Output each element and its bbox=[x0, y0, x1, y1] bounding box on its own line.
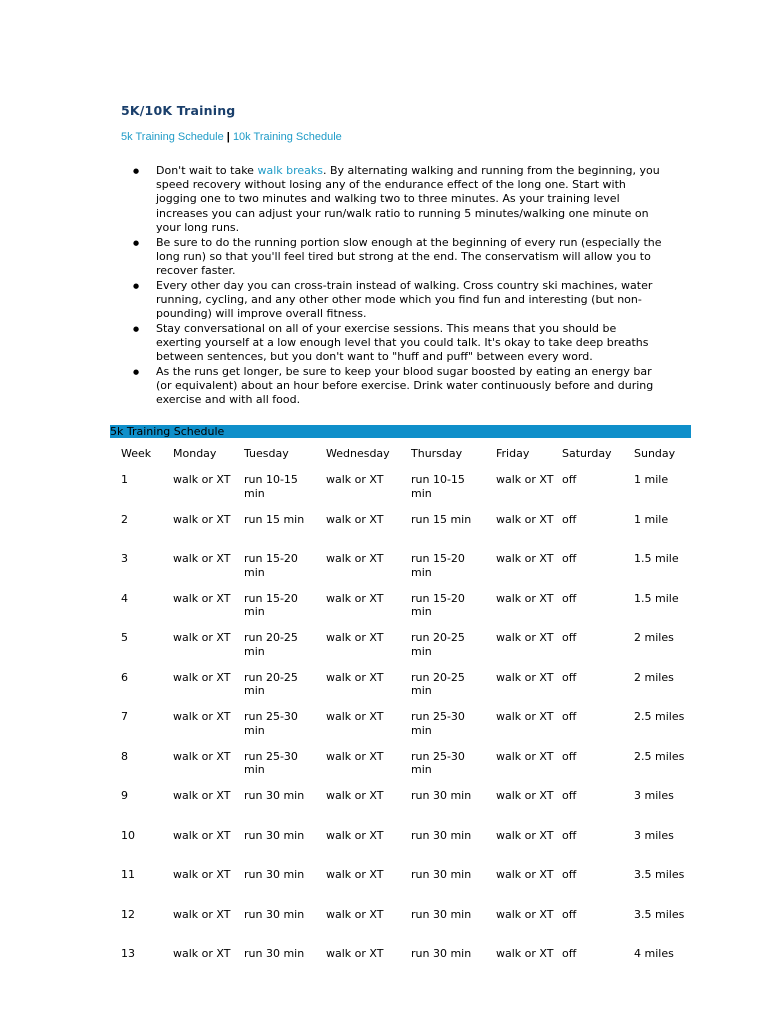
cell-tuesday: run 25-30 min bbox=[244, 749, 298, 777]
cell-saturday: off bbox=[562, 749, 577, 763]
table-row bbox=[113, 588, 688, 628]
cell-wednesday: walk or XT bbox=[326, 631, 384, 644]
tip-1-pre-text: Don't wait to take bbox=[156, 164, 258, 177]
cell-week: 5 bbox=[121, 631, 128, 644]
tip-5-text: As the runs get longer, be sure to keep your blood sugar boosted by eating an energy bar (or equivalent) about an hour before exercise. Drink water continuously before and during exercise and with all food. bbox=[156, 364, 654, 407]
cell-week: 7 bbox=[121, 710, 128, 723]
cell-monday: walk or XT bbox=[173, 947, 231, 960]
cell-friday: walk or XT bbox=[496, 868, 554, 881]
cell-week: 4 bbox=[121, 591, 128, 605]
schedule-links bbox=[121, 131, 342, 143]
column-header-tuesday: Tuesday bbox=[244, 447, 289, 460]
cell-wednesday: walk or XT bbox=[326, 828, 384, 842]
cell-thursday: run 30 min bbox=[411, 907, 472, 921]
cell-week: 11 bbox=[121, 868, 135, 881]
tip-walk-breaks bbox=[156, 164, 664, 235]
table-row bbox=[113, 548, 688, 588]
cell-wednesday: walk or XT bbox=[326, 591, 384, 605]
cell-thursday: run 30 min bbox=[411, 789, 472, 802]
link-separator: | bbox=[226, 131, 230, 143]
cell-sunday: 1.5 mile bbox=[634, 552, 679, 565]
cell-tuesday: run 25-30 min bbox=[244, 710, 298, 737]
cell-sunday: 1 mile bbox=[634, 473, 669, 486]
cell-sunday: 2.5 miles bbox=[634, 710, 685, 723]
table-row bbox=[113, 904, 688, 944]
cell-friday: walk or XT bbox=[496, 473, 554, 486]
cell-saturday: off bbox=[562, 868, 577, 881]
table-header-row bbox=[113, 443, 688, 469]
cell-sunday: 2 miles bbox=[634, 631, 674, 644]
cell-friday: walk or XT bbox=[496, 828, 554, 842]
cell-thursday: run 25-30 min bbox=[411, 710, 465, 737]
cell-tuesday: run 30 min bbox=[244, 907, 305, 921]
cell-tuesday: run 15 min bbox=[244, 512, 305, 526]
cell-monday: walk or XT bbox=[173, 591, 231, 605]
cell-week: 2 bbox=[121, 512, 128, 526]
cell-week: 9 bbox=[121, 789, 128, 802]
cell-sunday: 3.5 miles bbox=[634, 907, 685, 921]
tip-running-pace bbox=[156, 236, 664, 279]
column-header-saturday: Saturday bbox=[562, 447, 612, 460]
table-row bbox=[113, 864, 688, 904]
cell-monday: walk or XT bbox=[173, 552, 231, 565]
cell-wednesday: walk or XT bbox=[326, 868, 384, 881]
cell-monday: walk or XT bbox=[173, 631, 231, 644]
cell-sunday: 3 miles bbox=[634, 828, 674, 842]
cell-saturday: off bbox=[562, 947, 577, 960]
column-header-friday: Friday bbox=[496, 447, 530, 460]
cell-sunday: 1 mile bbox=[634, 512, 669, 526]
cell-wednesday: walk or XT bbox=[326, 789, 384, 802]
cell-saturday: off bbox=[562, 670, 577, 684]
cell-wednesday: walk or XT bbox=[326, 947, 384, 960]
cell-saturday: off bbox=[562, 789, 577, 802]
column-header-sunday: Sunday bbox=[634, 447, 676, 460]
table-row bbox=[113, 943, 688, 983]
cell-wednesday: walk or XT bbox=[326, 749, 384, 763]
cell-friday: walk or XT bbox=[496, 710, 554, 723]
table-row bbox=[113, 785, 688, 825]
cell-tuesday: run 30 min bbox=[244, 947, 305, 960]
cell-friday: walk or XT bbox=[496, 749, 554, 763]
cell-thursday: run 15 min bbox=[411, 512, 472, 526]
table-row bbox=[113, 627, 688, 667]
cell-monday: walk or XT bbox=[173, 907, 231, 921]
cell-wednesday: walk or XT bbox=[326, 710, 384, 723]
column-header-thursday: Thursday bbox=[411, 447, 463, 460]
cell-friday: walk or XT bbox=[496, 907, 554, 921]
cell-week: 10 bbox=[121, 828, 135, 842]
table-row bbox=[113, 746, 688, 786]
cell-thursday: run 25-30 min bbox=[411, 749, 465, 777]
cell-tuesday: run 20-25 min bbox=[244, 631, 298, 658]
tip-4-text: Stay conversational on all of your exercise sessions. This means that you should be exerting yourself at a low enough level that you could talk. It's okay to take deep breaths between sentences, but you don't want to "huff and puff" between every word. bbox=[156, 321, 649, 364]
cell-saturday: off bbox=[562, 907, 577, 921]
cell-thursday: run 15-20 min bbox=[411, 552, 465, 579]
tip-cross-train bbox=[156, 279, 664, 322]
cell-week: 6 bbox=[121, 670, 128, 684]
cell-friday: walk or XT bbox=[496, 591, 554, 605]
cell-tuesday: run 30 min bbox=[244, 868, 305, 881]
cell-thursday: run 20-25 min bbox=[411, 670, 465, 698]
link-10k-schedule[interactable]: 10k Training Schedule bbox=[232, 131, 342, 143]
cell-saturday: off bbox=[562, 512, 577, 526]
schedule-title-bar: 5k Training Schedule bbox=[110, 425, 691, 438]
cell-tuesday: run 30 min bbox=[244, 828, 305, 842]
table-row bbox=[113, 706, 688, 746]
cell-tuesday: run 10-15 min bbox=[244, 473, 298, 500]
cell-monday: walk or XT bbox=[173, 710, 231, 723]
table-body bbox=[113, 469, 688, 983]
cell-sunday: 3 miles bbox=[634, 789, 674, 802]
cell-sunday: 4 miles bbox=[634, 947, 674, 960]
cell-monday: walk or XT bbox=[173, 670, 231, 684]
cell-sunday: 2 miles bbox=[634, 670, 674, 684]
tip-blood-sugar bbox=[156, 365, 664, 408]
tip-3-text: Every other day you can cross-train instead of walking. Cross country ski machines, water running, cycling, and any other other mode which you find fun and interesting (but non-pounding) will improve overall fitness. bbox=[156, 278, 653, 321]
page-title: 5K/10K Training bbox=[121, 103, 236, 118]
tip-2-text: Be sure to do the running portion slow enough at the beginning of every run (especially the long run) so that you'll feel tired but strong at the end. The conservatism will allow you to recover faster. bbox=[156, 235, 662, 277]
column-header-monday: Monday bbox=[173, 447, 217, 460]
cell-tuesday: run 15-20 min bbox=[244, 591, 298, 619]
tips-list bbox=[156, 164, 664, 408]
cell-friday: walk or XT bbox=[496, 631, 554, 644]
tip-conversational bbox=[156, 322, 664, 365]
cell-thursday: run 30 min bbox=[411, 947, 472, 960]
table-row bbox=[113, 667, 688, 707]
cell-friday: walk or XT bbox=[496, 512, 554, 526]
table-row bbox=[113, 509, 688, 549]
cell-tuesday: run 20-25 min bbox=[244, 670, 298, 698]
cell-monday: walk or XT bbox=[173, 749, 231, 763]
walk-breaks-link[interactable]: walk breaks bbox=[257, 164, 323, 177]
cell-saturday: off bbox=[562, 828, 577, 842]
table-row bbox=[113, 825, 688, 865]
cell-thursday: run 30 min bbox=[411, 868, 472, 881]
cell-monday: walk or XT bbox=[173, 512, 231, 526]
cell-wednesday: walk or XT bbox=[326, 512, 384, 526]
cell-tuesday: run 15-20 min bbox=[244, 552, 298, 579]
cell-thursday: run 10-15 min bbox=[411, 473, 465, 500]
column-header-wednesday: Wednesday bbox=[326, 447, 390, 460]
cell-saturday: off bbox=[562, 591, 577, 605]
table-row bbox=[113, 469, 688, 509]
cell-saturday: off bbox=[562, 631, 577, 644]
cell-thursday: run 30 min bbox=[411, 828, 472, 842]
cell-week: 1 bbox=[121, 473, 128, 486]
cell-wednesday: walk or XT bbox=[326, 473, 384, 486]
cell-monday: walk or XT bbox=[173, 789, 231, 802]
cell-monday: walk or XT bbox=[173, 868, 231, 881]
cell-friday: walk or XT bbox=[496, 947, 554, 960]
training-schedule-table bbox=[113, 443, 688, 983]
cell-week: 3 bbox=[121, 552, 128, 565]
cell-thursday: run 20-25 min bbox=[411, 631, 465, 658]
link-5k-schedule[interactable]: 5k Training Schedule bbox=[121, 131, 224, 143]
cell-monday: walk or XT bbox=[173, 473, 231, 486]
cell-thursday: run 15-20 min bbox=[411, 591, 465, 619]
cell-saturday: off bbox=[562, 710, 577, 723]
cell-friday: walk or XT bbox=[496, 552, 554, 565]
cell-friday: walk or XT bbox=[496, 670, 554, 684]
cell-sunday: 2.5 miles bbox=[634, 749, 685, 763]
cell-wednesday: walk or XT bbox=[326, 552, 384, 565]
cell-friday: walk or XT bbox=[496, 789, 554, 802]
cell-week: 8 bbox=[121, 749, 128, 763]
cell-wednesday: walk or XT bbox=[326, 907, 384, 921]
cell-wednesday: walk or XT bbox=[326, 670, 384, 684]
cell-sunday: 3.5 miles bbox=[634, 868, 685, 881]
column-header-week: Week bbox=[121, 447, 152, 460]
cell-week: 12 bbox=[121, 907, 135, 921]
cell-saturday: off bbox=[562, 552, 577, 565]
cell-monday: walk or XT bbox=[173, 828, 231, 842]
cell-week: 13 bbox=[121, 947, 135, 960]
cell-sunday: 1.5 mile bbox=[634, 591, 679, 605]
cell-saturday: off bbox=[562, 473, 577, 486]
tip-1-post-text: . By alternating walking and running from the beginning, you speed recovery without losing any of the endurance effect of the long one. Start with jogging one to two minutes and walking two to three minutes. As your training level increases you can adjust your run/walk ratio to running 5 minutes/walking one minute on your long runs. bbox=[156, 164, 660, 234]
cell-tuesday: run 30 min bbox=[244, 789, 305, 802]
